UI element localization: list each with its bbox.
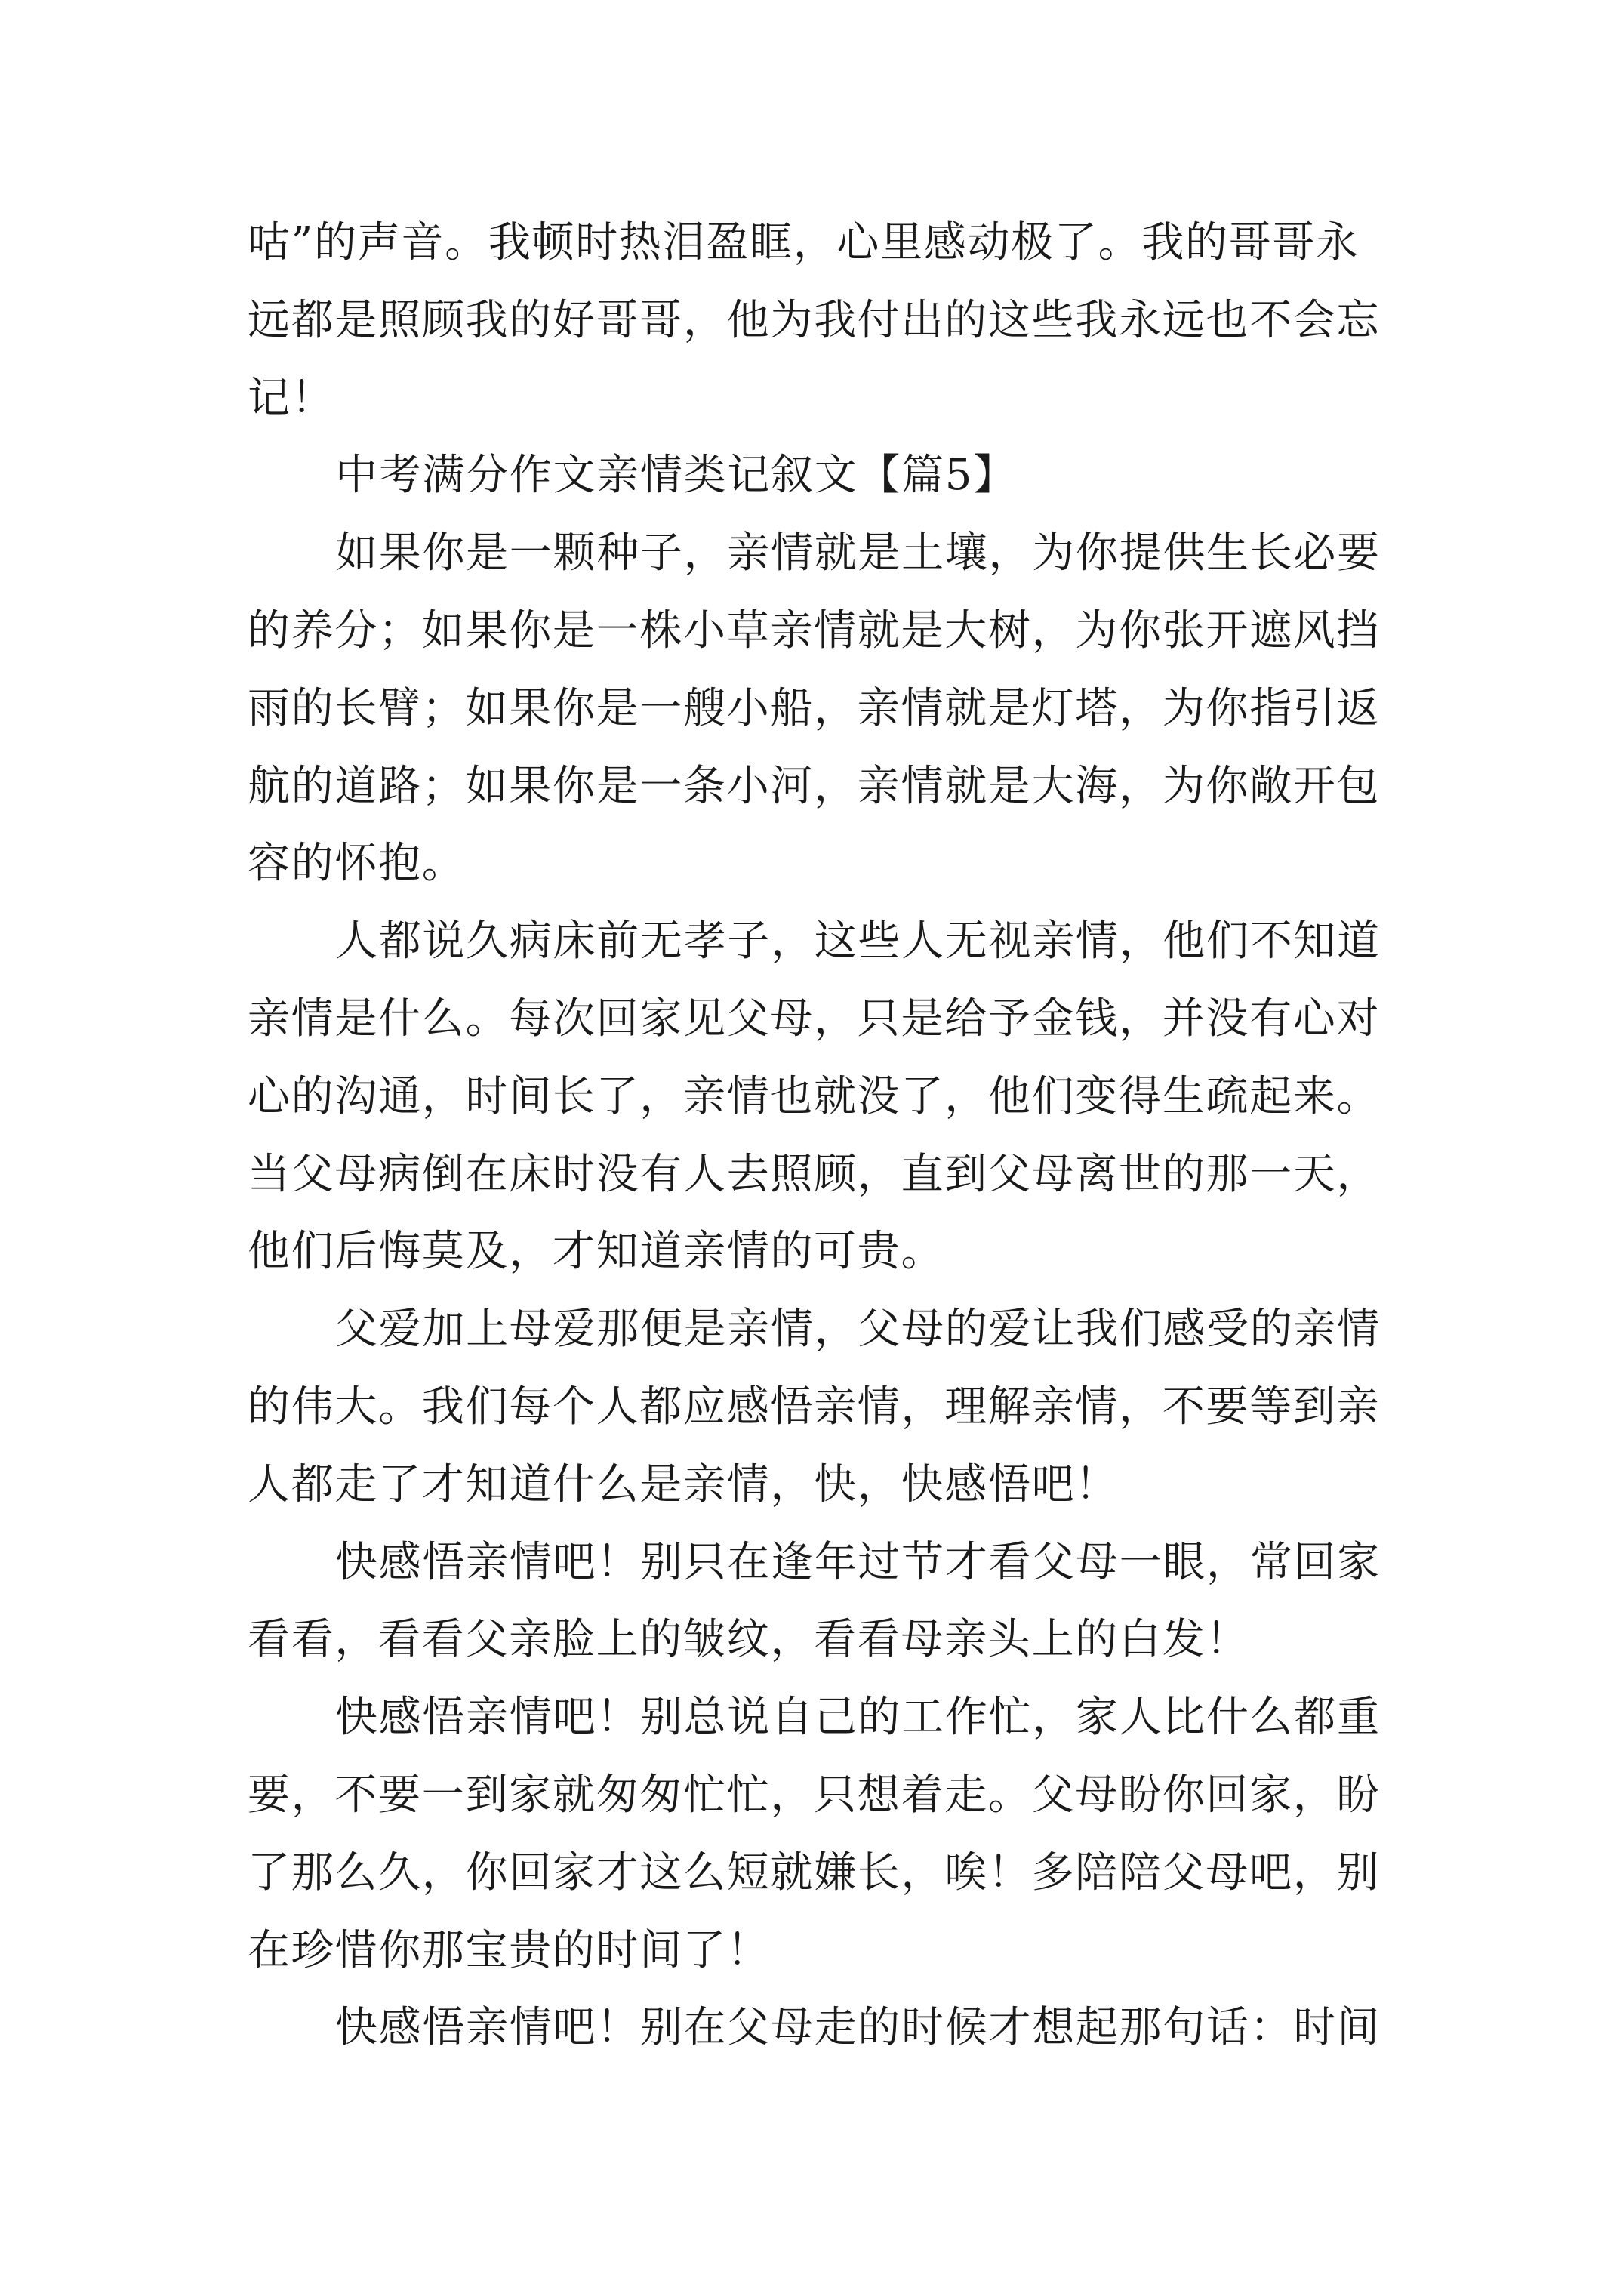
paragraph-line: 远都是照顾我的好哥哥，他为我付出的这些我永远也不会忘	[248, 295, 1381, 345]
paragraph	[248, 1989, 1440, 2067]
paragraph-line: 雨的长臂；如果你是一艘小船，亲情就是灯塔，为你指引返	[248, 683, 1381, 733]
paragraph-line: 咕”的声音。我顿时热泪盈眶，心里感动极了。我的哥哥永	[248, 218, 1360, 267]
paragraph	[248, 903, 1440, 1291]
paragraph-line: 记！	[248, 373, 335, 423]
paragraph-line: 了那么久，你回家才这么短就嫌长，唉！多陪陪父母吧，别	[248, 1848, 1381, 1897]
paragraph-line: 如果你是一颗种子，亲情就是土壤，为你提供生长必要	[335, 529, 1381, 578]
paragraph-line: 父爱加上母爱那便是亲情，父母的爱让我们感受的亲情	[335, 1305, 1381, 1354]
paragraph-line: 容的怀抱。	[248, 839, 466, 889]
paragraph-line: 亲情是什么。每次回家见父母，只是给予金钱，并没有心对	[248, 994, 1381, 1043]
paragraph-line: 快感悟亲情吧！别在父母走的时候才想起那句话：时间	[335, 2003, 1381, 2053]
paragraph-line: 快感悟亲情吧！别总说自己的工作忙，家人比什么都重	[335, 1693, 1381, 1743]
document-body	[248, 205, 1440, 2067]
paragraph	[248, 515, 1440, 903]
paragraph-line: 要，不要一到家就匆匆忙忙，只想着走。父母盼你回家，盼	[248, 1770, 1381, 1820]
section-heading	[248, 437, 1440, 515]
paragraph-line: 人都说久病床前无孝子，这些人无视亲情，他们不知道	[335, 917, 1381, 966]
paragraph	[248, 1524, 1440, 1680]
paragraph-line: 当父母病倒在床时没有人去照顾，直到父母离世的那一天，	[248, 1149, 1381, 1199]
paragraph-line: 人都走了才知道什么是亲情，快，快感悟吧！	[248, 1459, 1119, 1509]
paragraph-line: 在珍惜你那宝贵的时间了！	[248, 1925, 771, 1975]
paragraph-line: 他们后悔莫及，才知道亲情的可贵。	[248, 1227, 945, 1277]
paragraph	[248, 205, 1440, 437]
paragraph-line: 心的沟通，时间长了，亲情也就没了，他们变得生疏起来。	[248, 1071, 1381, 1121]
paragraph	[248, 1679, 1440, 1989]
paragraph-line: 的养分；如果你是一株小草亲情就是大树，为你张开遮风挡	[248, 606, 1381, 655]
paragraph-line: 快感悟亲情吧！别只在逢年过节才看父母一眼，常回家	[335, 1537, 1381, 1587]
section-heading-text: 中考满分作文亲情类记叙文【篇5】	[335, 451, 1017, 501]
paragraph-line: 航的道路；如果你是一条小河，亲情就是大海，为你敞开包	[248, 761, 1381, 811]
paragraph-line: 的伟大。我们每个人都应感悟亲情，理解亲情，不要等到亲	[248, 1382, 1381, 1432]
paragraph-line: 看看，看看父亲脸上的皱纹，看看母亲头上的白发！	[248, 1615, 1250, 1665]
paragraph	[248, 1291, 1440, 1524]
